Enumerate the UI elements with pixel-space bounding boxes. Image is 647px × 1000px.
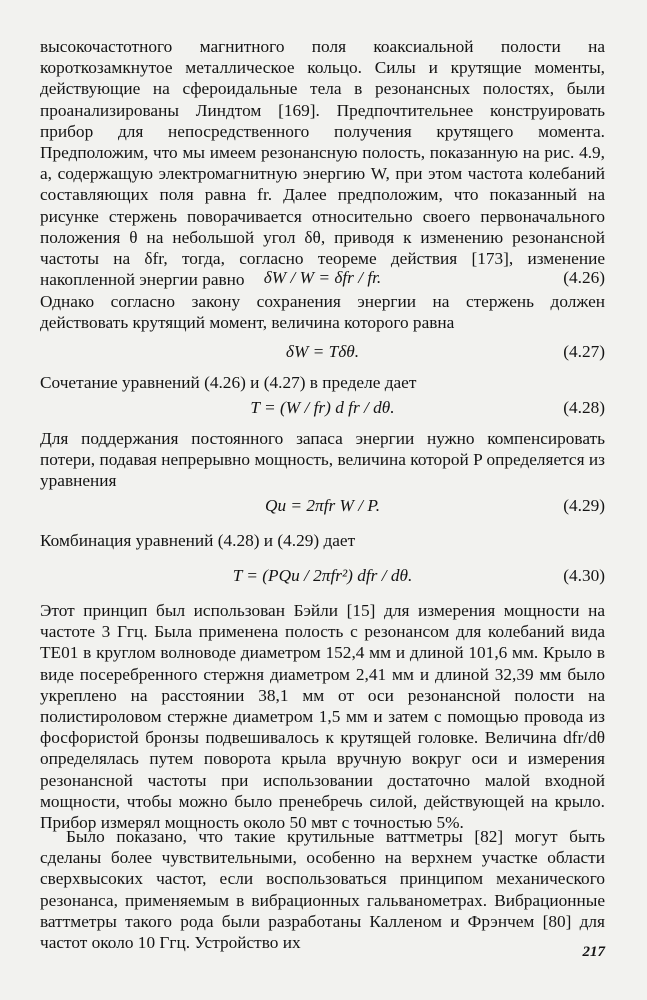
- paragraph-4: Для поддержания постоянного запаса энергии нужно компенсировать потери, подавая непрерывно мощность, величина которой P определяется из уравнения: [40, 429, 605, 491]
- paragraph-7: Было показано, что такие крутильные ваттметры [82] могут быть сделаны более чувствительными, особенно на верхнем участке области сверхвысоких частот, если воспользоваться принципом механического резонанса, применяемым в вибрационных гальванометрах. Вибрационные ваттметры такого рода были разработаны Калленом и Фрэнчем [80] для частот около 10 Ггц. Устройство их: [40, 827, 605, 953]
- equation-4-27: [40, 340, 605, 364]
- equation-4-28: [40, 396, 605, 420]
- paragraph-1: высокочастотного магнитного поля коаксиальной полости на короткозамкнутое металлическое кольцо. Силы и крутящие моменты, действующие на сфероидальные тела в резонансных полостях, были проанализированы Линдтом [169]. Предпочтительнее конструировать прибор для непосредственного получения крутящего момента. Предположим, что мы имеем резонансную полость, показанную на рис. 4.9, а, содержащую электромагнитную энергию W, при этом частота колебаний составляющих поля равна fr. Далее предположим, что показанный на рисунке стержень поворачивается относительно своего первоначального положения θ на небольшой угол δθ, приводя к изменению резонансной частоты на δfr, тогда, согласно теореме действия [173], изменение накопленной энергии равно: [40, 37, 605, 290]
- paragraph-6: Этот принцип был использован Бэйли [15] для измерения мощности на частоте 3 Ггц. Была применена полость с резонансом для колебаний вида TE01 в круглом волноводе диаметром 152,4 мм и длиной 101,6 мм. Крыло в виде посеребренного стержня диаметром 2,41 мм и длиной 32,39 мм было укреплено на расстоянии 38,1 мм от оси резонансной полости на полистироловом стержне диаметром 1,5 мм и затем с помощью провода из фосфористой бронзы подвешивалось к крутящей головке. Величина dfr/dθ определялась путем поворота крыла вручную вокруг оси и измерения резонансной частоты при использовании достаточно малой входной мощности, чтобы можно было пренебречь силой, действующей на крыло. Прибор измерял мощность около 50 мвт с точностью 5%.: [40, 601, 605, 833]
- page-number: 217: [582, 944, 605, 960]
- equation-number: (4.27): [563, 342, 605, 361]
- equation-number: (4.29): [563, 496, 605, 515]
- paragraph-5: Комбинация уравнений (4.28) и (4.29) дает: [40, 531, 356, 550]
- equation-4-30: [40, 564, 605, 588]
- equation-4-26: [40, 266, 605, 290]
- paragraph-2: Однако согласно закону сохранения энергии на стержень должен действовать крутящий момент, величина которого равна: [40, 292, 605, 333]
- equation-4-29: [40, 494, 605, 518]
- equation-number: (4.30): [563, 566, 605, 585]
- equation-formula: T = (W / fr) d fr / dθ.: [250, 398, 395, 417]
- equation-formula: T = (PQu / 2πfr²) dfr / dθ.: [232, 566, 413, 585]
- equation-number: (4.28): [563, 398, 605, 417]
- equation-formula: Qu = 2πfr W / P.: [264, 496, 381, 515]
- equation-formula: δW / W = δfr / fr.: [263, 268, 382, 287]
- equation-number: (4.26): [563, 268, 605, 287]
- paragraph-3: Сочетание уравнений (4.26) и (4.27) в пределе дает: [40, 373, 417, 392]
- equation-formula: δW = Tδθ.: [285, 342, 360, 361]
